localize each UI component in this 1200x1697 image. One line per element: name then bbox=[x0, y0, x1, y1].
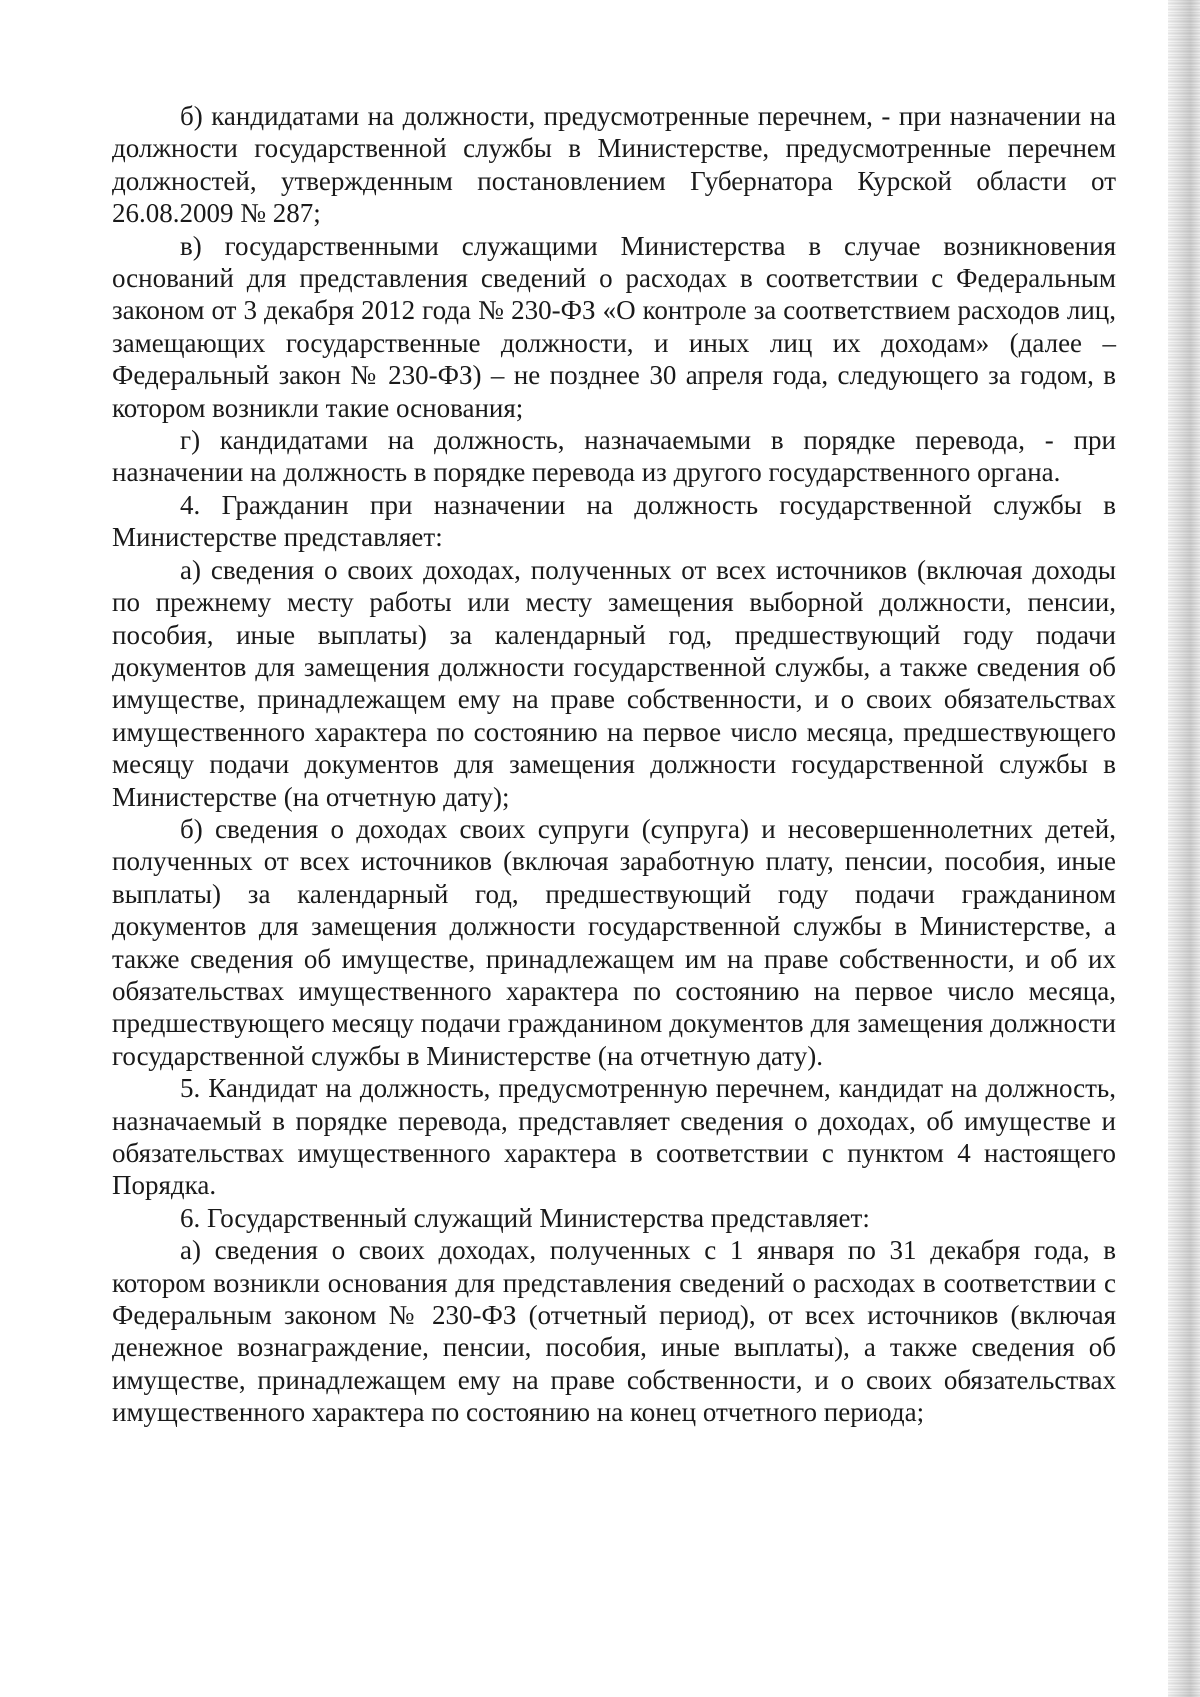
scan-edge-shadow bbox=[1168, 0, 1200, 1697]
paragraph-4a-own-income: а) сведения о своих доходах, полученных от всех источников (включая доходы по прежнему месту работы или месту замещения выборной должности, пенсии, пособия, иные выплаты) за календарный год, предшествующий году подачи документов для замещения должности государственной службы, а также сведения об имуществе, принадлежащем ему на праве собственности, и о своих обязательствах имущественного характера по состоянию на первое число месяца, предшествующего месяцу подачи документов для замещения должности государственной службы в Министерстве (на отчетную дату); bbox=[112, 554, 1116, 812]
paragraph-5-candidate-submits: 5. Кандидат на должность, предусмотренную перечнем, кандидат на должность, назначаемый в порядке перевода, представляет сведения о доходах, об имуществе и обязательствах имущественного характера в соответствии с пунктом 4 настоящего Порядка. bbox=[112, 1073, 1116, 1201]
paragraph-1v-civil-servants-expenses: в) государственными служащими Министерства в случае возникновения оснований для представления сведений о расходах в соответствии с Федеральным законом от 3 декабря 2012 года № 230-ФЗ «О контроле за соответствием расходов лиц, замещающих государственные должности, и иных лиц их доходам» (далее – Федеральный закон № 230-ФЗ) – не позднее 30 апреля года, следующего за годом, в котором возникли такие основания; bbox=[112, 230, 1116, 423]
paragraph-4b-family-income: б) сведения о доходах своих супруги (супруга) и несовершеннолетних детей, полученных от всех источников (включая заработную плату, пенсии, пособия, иные выплаты) за календарный год, предшествующий году подачи гражданином документов для замещения должности государственной службы в Министерстве, а также сведения об имуществе, принадлежащем им на праве собственности, и об их обязательствах имущественного характера по состоянию на первое число месяца, предшествующего месяцу подачи гражданином документов для замещения должности государственной службы в Министерстве (на отчетную дату). bbox=[112, 813, 1116, 1071]
paragraph-4-citizen-submits: 4. Гражданин при назначении на должность государственной службы в Министерстве представляет: bbox=[112, 489, 1116, 553]
document-page bbox=[112, 100, 1116, 1429]
paragraph-6a-own-income-period: а) сведения о своих доходах, полученных с 1 января по 31 декабря года, в котором возникли основания для представления сведений о расходах в соответствии с Федеральным законом № 230-ФЗ (отчетный период), от всех источников (включая денежное вознаграждение, пенсии, пособия, иные выплаты), а также сведения об имуществе, принадлежащем ему на праве собственности, и о своих обязательствах имущественного характера по состоянию на конец отчетного периода; bbox=[112, 1235, 1116, 1428]
paragraph-1g-transfer-candidates: г) кандидатами на должность, назначаемыми в порядке перевода, - при назначении на должность в порядке перевода из другого государственного органа. bbox=[112, 425, 1116, 488]
paragraph-1b-candidates-list: б) кандидатами на должности, предусмотренные перечнем, - при назначении на должности государственной службы в Министерстве, предусмотренные перечнем должностей, утвержденным постановлением Губернатора Курской области от 26.08.2009 № 287; bbox=[112, 101, 1116, 229]
paragraph-6-civil-servant-submits: 6. Государственный служащий Министерства представляет: bbox=[180, 1202, 870, 1233]
